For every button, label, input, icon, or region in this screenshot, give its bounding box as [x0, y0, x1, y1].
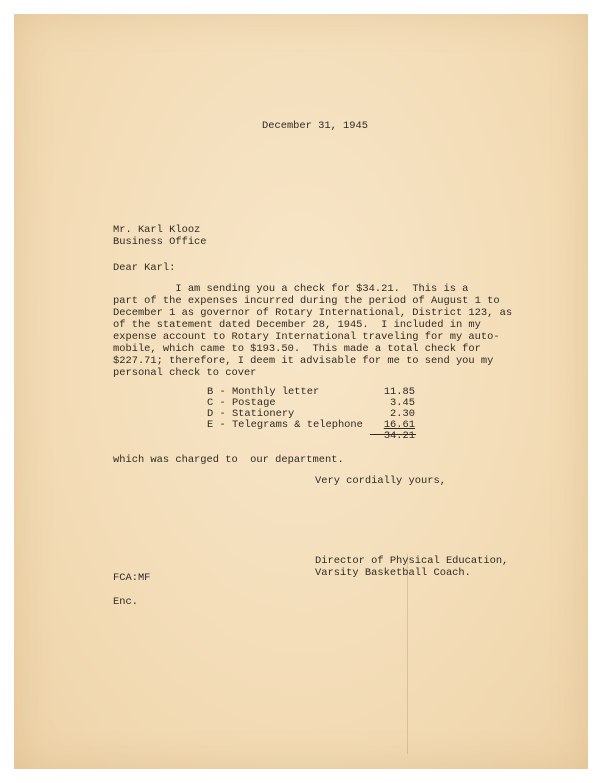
body-line: of the statement dated December 28, 1945. I included in my: [113, 319, 481, 331]
expense-item-label: D - Stationery: [207, 408, 295, 420]
body-line: $227.71; therefore, I deem it advisable for me to send you my: [113, 355, 494, 367]
expense-total: 34.21: [383, 430, 415, 442]
body-line: expense account to Rotary International traveling for my auto-: [113, 331, 500, 343]
body-line: mobile, which came to $193.50. This made a total check for: [113, 343, 481, 355]
paper-fold-crease: [407, 554, 408, 754]
expense-item-label: E - Telegrams & telephone: [207, 419, 363, 431]
body-line: December 1 as governor of Rotary International, District 123, as: [113, 307, 513, 319]
letter-page: [14, 14, 588, 769]
body-line: part of the expenses incurred during the period of August 1 to: [113, 295, 500, 307]
expense-item-label: B - Monthly letter: [207, 386, 320, 398]
expense-item-amount: 16.61: [383, 419, 415, 431]
typist-initials: FCA:MF: [113, 572, 151, 584]
salutation: Dear Karl:: [113, 262, 176, 274]
closing-sentence: which was charged to our department.: [113, 454, 344, 466]
body-line: I am sending you a check for $34.21. This is a: [113, 283, 469, 295]
recipient-office: Business Office: [113, 236, 207, 248]
complimentary-close: Very cordially yours,: [315, 475, 446, 487]
expense-item-amount: 2.30: [390, 408, 415, 420]
expense-item-amount: 11.85: [383, 386, 415, 398]
body-line: personal check to cover: [113, 367, 257, 379]
letter-date: December 31, 1945: [262, 120, 369, 132]
expense-item-label: C - Postage: [207, 397, 276, 409]
expense-item-amount: 3.45: [390, 397, 415, 409]
signature-title-2: Varsity Basketball Coach.: [315, 567, 471, 579]
signature-title-1: Director of Physical Education,: [315, 555, 509, 567]
enclosure-note: Enc.: [113, 596, 138, 608]
recipient-name: Mr. Karl Klooz: [113, 224, 201, 236]
